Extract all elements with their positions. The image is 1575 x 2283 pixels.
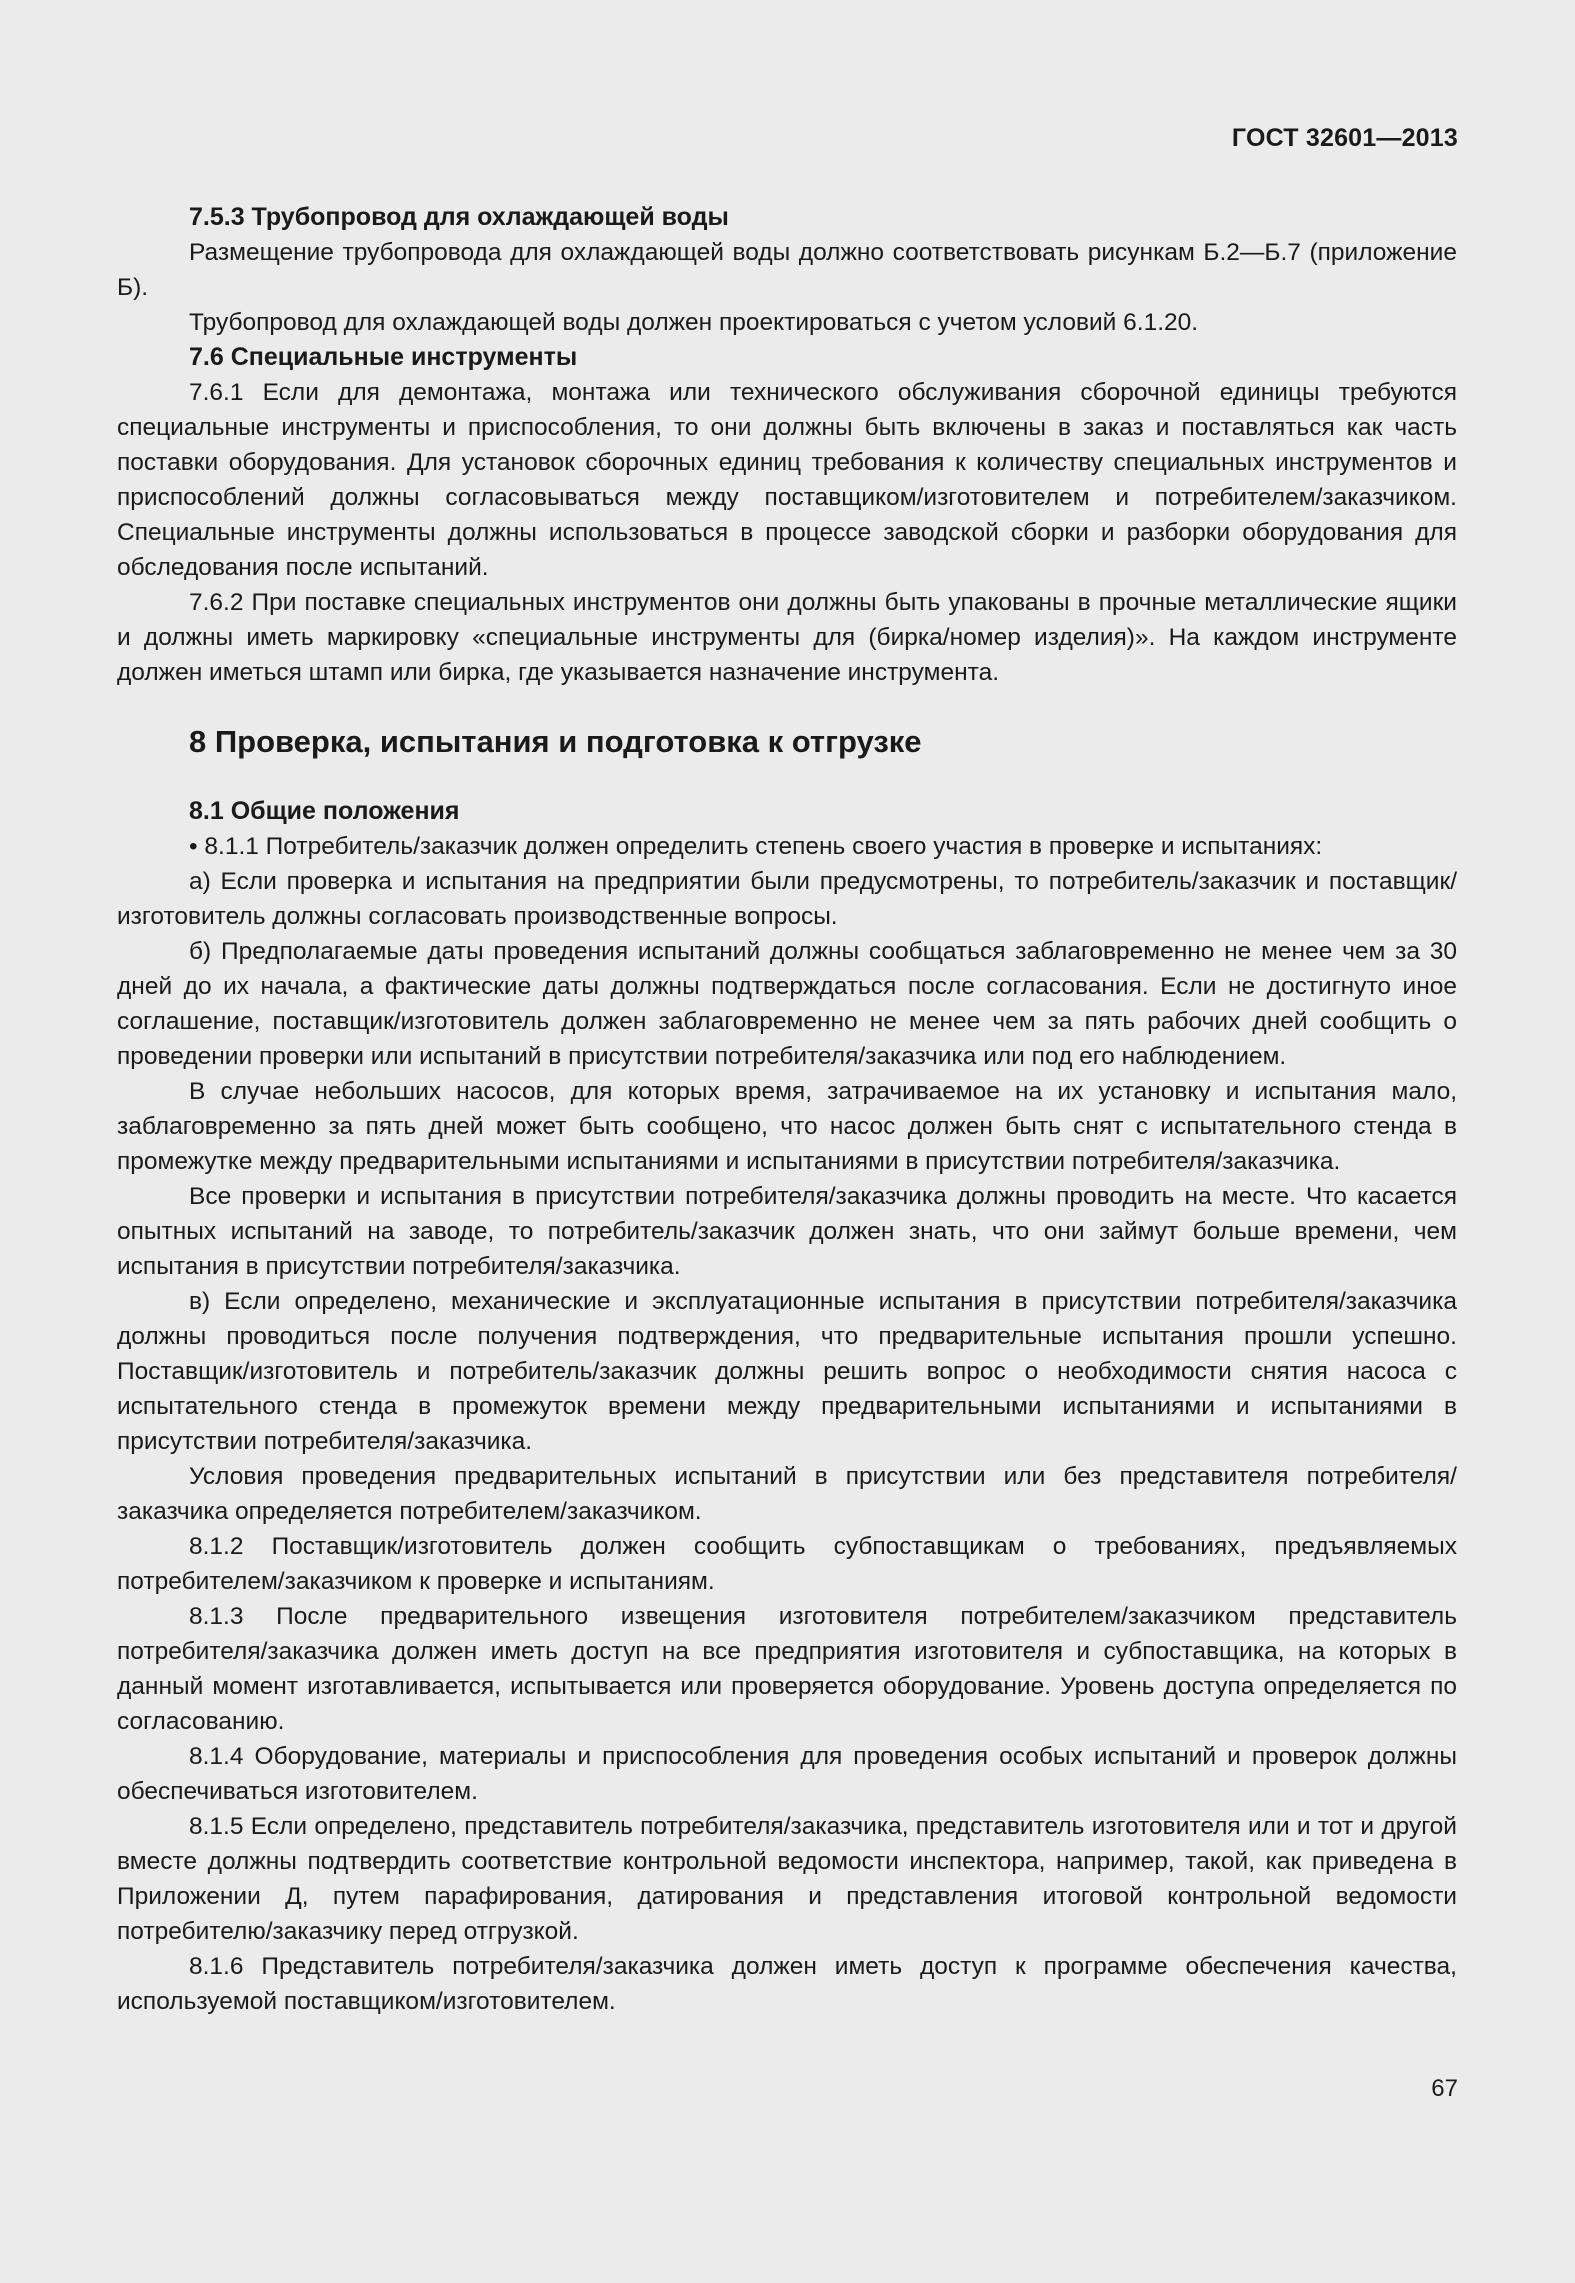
page-number: 67 — [1431, 2075, 1458, 2102]
paragraph: 8.1.4 Оборудование, материалы и приспособления для проведения особых испытаний и проверок должны обеспечиваться изготовителем. — [117, 1743, 1457, 1805]
paragraph: 8.1.2 Поставщик/изготовитель должен сообщить субпоставщикам о требованиях, предъявляемых потребителем/заказчиком к проверке и испытаниям. — [117, 1533, 1457, 1595]
paragraph: 7.6.1 Если для демонтажа, монтажа или технического обслуживания сборочной единицы требуются специальные инструменты и приспособления, то они должны быть включены в заказ и поставляться как часть поставки оборудования. Для установок сборочных единиц требования к количеству специальных инструментов и приспособлений должны согласовываться между поставщиком/изготовителем и потребителем/заказчиком. Специальные инструменты должны использоваться в процессе заводской сборки и разборки оборудования для обследования после испытаний. — [117, 379, 1457, 581]
section-heading-7-6: 7.6 Специальные инструменты — [189, 343, 578, 371]
paragraph: Условия проведения предварительных испытаний в присутствии или без представителя потребителя/заказчика определяется потребителем/заказчиком. — [117, 1463, 1457, 1525]
chapter-heading-8: 8 Проверка, испытания и подготовка к отгрузке — [189, 724, 922, 759]
paragraph: В случае небольших насосов, для которых время, затрачиваемое на их установку и испытания мало, заблаговременно за пять дней может быть сообщено, что насос должен быть снят с испытательного стенда в промежутке между предварительными испытаниями и испытаниями в присутствии потребителя/заказчика. — [117, 1078, 1457, 1175]
document-standard-id: ГОСТ 32601—2013 — [1231, 124, 1458, 152]
paragraph: • 8.1.1 Потребитель/заказчик должен определить степень своего участия в проверке и испытаниях: — [189, 833, 1323, 860]
paragraph: в) Если определено, механические и эксплуатационные испытания в присутствии потребителя/заказчика должны проводиться после получения подтверждения, что предварительные испытания прошли успешно. Поставщик/изготовитель и потребитель/заказчик должны решить вопрос о необходимости снятия насоса с испытательного стенда в промежуток времени между предварительными испытаниями и испытаниями в присутствии потребителя/заказчика. — [117, 1288, 1457, 1455]
paragraph: Все проверки и испытания в присутствии потребителя/заказчика должны проводить на месте. Что касается опытных испытаний на заводе, то потребитель/заказчик должен знать, что они займут больше времени, чем испытания в присутствии потребителя/заказчика. — [117, 1183, 1457, 1280]
paragraph: 7.6.2 При поставке специальных инструментов они должны быть упакованы в прочные металлические ящики и должны иметь маркировку «специальные инструменты для (бирка/номер изделия)». На каждом инструменте должен иметься штамп или бирка, где указывается назначение инструмента. — [117, 589, 1457, 686]
paragraph: 8.1.6 Представитель потребителя/заказчика должен иметь доступ к программе обеспечения качества, используемой поставщиком/изготовителем. — [117, 1953, 1457, 2015]
paragraph: Трубопровод для охлаждающей воды должен проектироваться с учетом условий 6.1.20. — [189, 309, 1199, 336]
paragraph: а) Если проверка и испытания на предприятии были предусмотрены, то потребитель/заказчик и поставщик/изготовитель должны согласовать производственные вопросы. — [117, 868, 1457, 930]
paragraph: Размещение трубопровода для охлаждающей воды должно соответствовать рисункам Б.2—Б.7 (приложение Б). — [117, 239, 1457, 301]
document-body — [117, 200, 1457, 2019]
section-heading-7-5-3: 7.5.3 Трубопровод для охлаждающей воды — [189, 203, 729, 231]
paragraph: 8.1.5 Если определено, представитель потребителя/заказчика, представитель изготовителя или и тот и другой вместе должны подтвердить соответствие контрольной ведомости инспектора, например, такой, как приведена в Приложении Д, путем парафирования, датирования и представления итоговой контрольной ведомости потребителю/заказчику перед отгрузкой. — [117, 1813, 1457, 1945]
section-heading-8-1: 8.1 Общие положения — [189, 797, 460, 825]
paragraph: 8.1.3 После предварительного извещения изготовителя потребителем/заказчиком представитель потребителя/заказчика должен иметь доступ на все предприятия изготовителя и субпоставщика, на которых в данный момент изготавливается, испытывается или проверяется оборудование. Уровень доступа определяется по согласованию. — [117, 1603, 1457, 1735]
paragraph: б) Предполагаемые даты проведения испытаний должны сообщаться заблаговременно не менее чем за 30 дней до их начала, а фактические даты должны подтверждаться после согласования. Если не достигнуто иное соглашение, поставщик/изготовитель должен заблаговременно не менее чем за пять рабочих дней сообщить о проведении проверки или испытаний в присутствии потребителя/заказчика или под его наблюдением. — [117, 938, 1457, 1070]
